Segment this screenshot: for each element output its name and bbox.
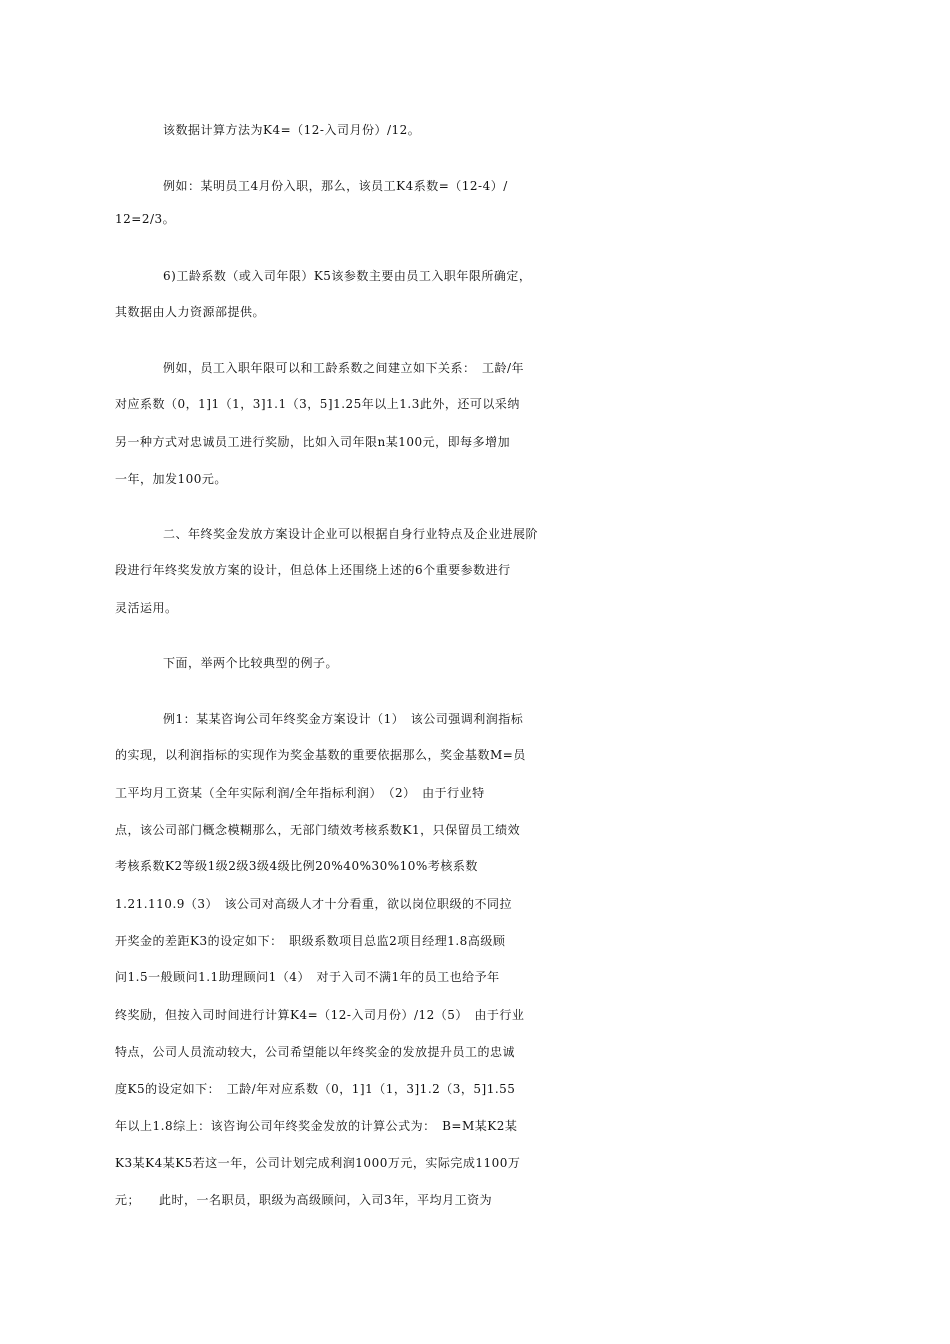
- text-line: 元； 此时，一名职员，职级为高级顾问，入司3年，平均月工资为: [115, 1193, 493, 1207]
- text-line: 开奖金的差距K3的设定如下： 职级系数项目总监2项目经理1.8高级顾: [115, 934, 506, 948]
- text-line: 一年，加发100元。: [115, 472, 227, 486]
- text-line: 例如：某明员工4月份入职，那么，该员工K4系数=（12-4）/: [163, 179, 508, 193]
- text-line: 12=2/3。: [115, 212, 176, 226]
- text-line: 段进行年终奖发放方案的设计，但总体上还围绕上述的6个重要参数进行: [115, 563, 511, 577]
- text-line: 对应系数（0，1]1（1，3]1.1（3，5]1.25年以上1.3此外，还可以采纳: [115, 397, 520, 411]
- text-line: 另一种方式对忠诚员工进行奖励，比如入司年限n某100元，即每多增加: [115, 435, 511, 449]
- text-line: 灵活运用。: [115, 601, 178, 615]
- text-line: 6)工龄系数（或入司年限）K5该参数主要由员工入职年限所确定，: [163, 269, 532, 283]
- text-line: 1.21.110.9（3） 该公司对高级人才十分看重，欲以岗位职级的不同拉: [115, 897, 513, 911]
- text-line: 该数据计算方法为K4=（12-入司月份）/12。: [163, 123, 421, 137]
- text-line: 考核系数K2等级1级2级3级4级比例20%40%30%10%考核系数: [115, 859, 478, 873]
- text-line: 度K5的设定如下： 工龄/年对应系数（0，1]1（1，3]1.2（3，5]1.55: [115, 1082, 516, 1096]
- text-line: 下面，举两个比较典型的例子。: [163, 656, 339, 670]
- text-line: 年以上1.8综上：该咨询公司年终奖金发放的计算公式为： B=M某K2某: [115, 1119, 518, 1133]
- text-line: 点，该公司部门概念模糊那么，无部门绩效考核系数K1，只保留员工绩效: [115, 823, 521, 837]
- text-line: 特点，公司人员流动较大，公司希望能以年终奖金的发放提升员工的忠诚: [115, 1045, 516, 1059]
- text-line: 例如，员工入职年限可以和工龄系数之间建立如下关系： 工龄/年: [163, 361, 525, 375]
- text-line: 例1：某某咨询公司年终奖金方案设计（1） 该公司强调利润指标: [163, 712, 524, 726]
- text-line: 问1.5一般顾问1.1助理顾问1（4） 对于入司不满1年的员工也给予年: [115, 970, 500, 984]
- text-line: K3某K4某K5若这一年，公司计划完成利润1000万元，实际完成1100万: [115, 1156, 521, 1170]
- text-line: 终奖励，但按入司时间进行计算K4=（12-入司月份）/12（5） 由于行业: [115, 1008, 525, 1022]
- text-line: 工平均月工资某（全年实际利润/全年指标利润） （2） 由于行业特: [115, 786, 485, 800]
- text-line: 其数据由人力资源部提供。: [115, 305, 266, 319]
- text-line: 的实现，以利润指标的实现作为奖金基数的重要依据那么，奖金基数M=员: [115, 748, 526, 762]
- text-line: 二、年终奖金发放方案设计企业可以根据自身行业特点及企业进展阶: [163, 527, 539, 541]
